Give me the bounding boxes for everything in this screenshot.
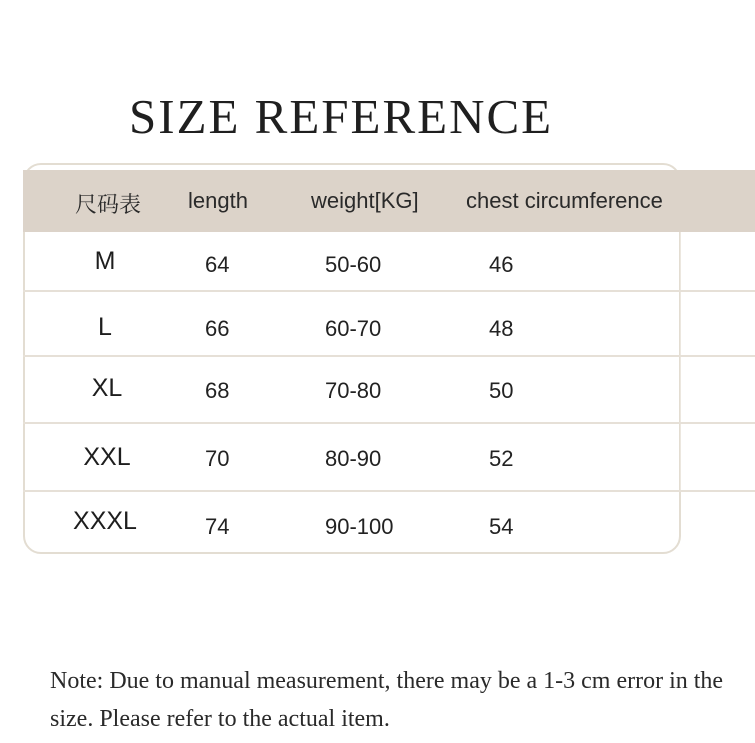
weight-cell: 90-100 [325, 514, 394, 539]
page-title: SIZE REFERENCE [129, 89, 554, 144]
chest-cell: 52 [489, 446, 514, 471]
chest-cell: 46 [489, 252, 514, 277]
chest-cell: 54 [489, 514, 514, 539]
length-cell: 74 [205, 514, 230, 539]
header-weight: weight[KG] [311, 188, 419, 213]
size-cell: XL [91, 374, 123, 402]
measurement-note: Note: Due to manual measurement, there may be a 1-3 cm error in the size. Please refer to the actual item. [50, 668, 724, 732]
size-cell: L [98, 313, 112, 341]
length-cell: 66 [205, 316, 230, 341]
header-size-chart: 尺码表 [75, 192, 142, 217]
row-divider [23, 422, 755, 424]
row-divider [23, 355, 755, 357]
header-chest: chest circumference [466, 188, 663, 213]
weight-cell: 70-80 [325, 378, 382, 403]
size-cell: XXXL [73, 507, 137, 535]
length-cell: 64 [205, 252, 230, 277]
length-cell: 70 [205, 446, 230, 471]
row-divider [23, 290, 755, 292]
table-right-divider [680, 232, 681, 492]
size-cell: XXL [83, 443, 131, 471]
weight-cell: 50-60 [325, 252, 382, 277]
weight-cell: 80-90 [325, 446, 382, 471]
length-cell: 68 [205, 378, 230, 403]
row-divider [23, 490, 755, 492]
chest-cell: 48 [489, 316, 514, 341]
chest-cell: 50 [489, 378, 514, 403]
size-cell: M [94, 247, 116, 275]
weight-cell: 60-70 [325, 316, 382, 341]
header-length: length [188, 188, 248, 213]
